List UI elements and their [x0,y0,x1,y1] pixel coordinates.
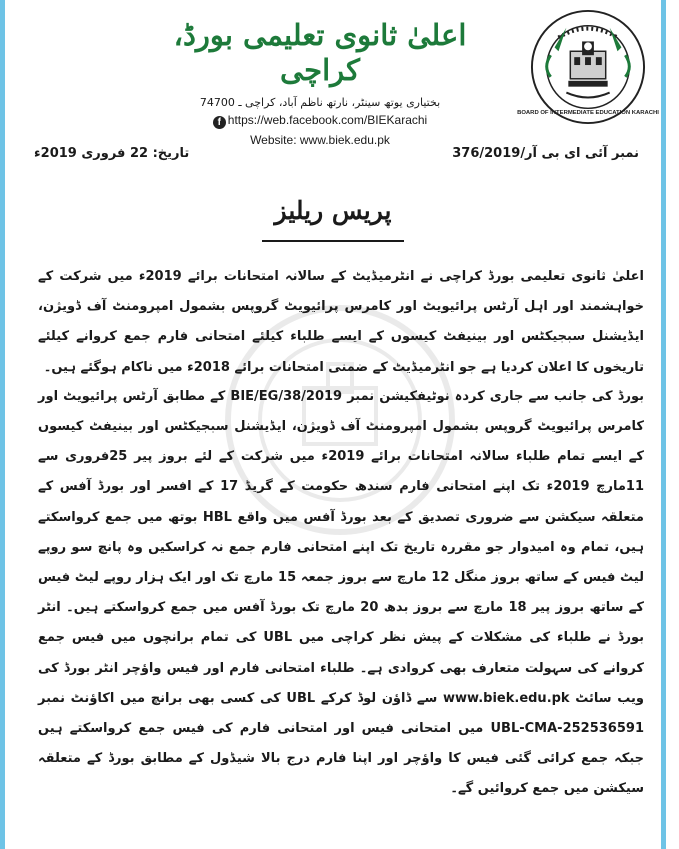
seal-caption: BOARD OF INTERMEDIATE EDUCATION KARACHI [517,110,659,117]
press-release-body [38,262,644,805]
right-border-frame [661,0,666,849]
body-paragraph: بورڈ کی جانب سے جاری کردہ نوٹیفکیشن نمبر BIE/EG/38/2019 کے مطابق آرٹس پرائیویٹ اور کامرس پرائیویٹ گروپس بشمول امپرومنٹ آف ڈویژن، ایڈیشنل سبجیکٹس اور بینیفٹ کیسوں کے ایسے تمام طلباء سالانہ امتحانات برائے 2019ء میں شرکت کے لئے بروز پیر 25فروری سے 11مارچ 2019ء تک اپنے امتحانی فارم سندھ حکومت کے گریڈ 17 کے افسر اور بورڈ آفس کے متعلقہ سیکشن سے ضروری تصدیق کے بعد بورڈ آفس میں واقع HBL بوتھ میں جمع کرواسکتے ہیں، تمام وہ امیدوار جو مقررہ تاریخ تک اپنے امتحانی فارم جمع نہ کراسکیں وہ پانچ سو روپے لیٹ فیس کے ساتھ بروز منگل 12 مارچ سے بروز جمعہ 15 مارچ تک اور ایک ہزار روپے لیٹ فیس کے ساتھ بروز پیر 18 مارچ سے بروز بدھ 20 مارچ تک بورڈ آفس میں جمع کرواسکتے ہیں۔ انٹر بورڈ نے طلباء کی مشکلات کے پیش نظر کراچی میں UBL کی تمام برانچوں میں فیس جمع کروانے کی سہولت متعارف بھی کروادی ہے۔ طلباء امتحانی فارم اور فیس واؤچر انٹر بورڈ کی ویب سائٹ www.biek.edu.pk سے ڈاؤن لوڈ کرکے UBL کی کسی بھی برانچ میں اکاؤنٹ نمبر UBL-CMA-252536591 میں امتحانی فیس اور امتحانی فارم کی فیس جمع کرواسکتے ہیں جبکہ جمع کرائی گئی فیس کا واؤچر اور اپنا فارم درج بالا شیڈول کے مطابق بورڈ کے متعلقہ سیکشن میں جمع کروائیں گے۔ [38,388,645,797]
issue-date: تاریخ: 22 فروری 2019ء [34,146,190,161]
address-line: بختیاری یوتھ سینٹر، نارتھ ناظم آباد، کراچی ـ 74700 [199,95,441,109]
meta-row [34,146,639,170]
body-paragraph: اعلیٰ ثانوی تعلیمی بورڈ کراچی نے انٹرمیڈیٹ کے سالانہ امتحانات برائے 2019ء میں شرکت کے خواہشمند اور اہل آرٹس پرائیویٹ اور کامرس پرائیویٹ گروپس بشمول امپرومنٹ آف ڈویژن، ایڈیشنل سبجیکٹس اور بینیفٹ کیسوں کے ایسے طلباء کیلئے امتحانی فارم جمع کروانے کیلئے تاریخوں کا اعلان کردیا ہے جو انٹرمیڈیٹ کے ضمنی امتحانات برائے 2018ء میں ناکام ہوگئے ہیں۔ [38,269,644,375]
left-border-frame [0,0,5,849]
facebook-url[interactable]: https://web.facebook.com/BIEKarachi [227,112,428,127]
facebook-icon: f [213,116,226,129]
org-title: اعلیٰ ثانوی تعلیمی بورڈ، کراچی [173,18,467,87]
title-underline [262,240,404,242]
board-seal-logo [517,8,659,126]
reference-number: نمبر آئی ای بی آر/376/2019 [452,146,639,161]
facebook-line[interactable] [150,113,490,129]
website-line[interactable]: Website: www.biek.edu.pk [250,132,390,147]
press-release-title: پریس ریلیز [274,196,392,225]
header-block [150,18,490,147]
